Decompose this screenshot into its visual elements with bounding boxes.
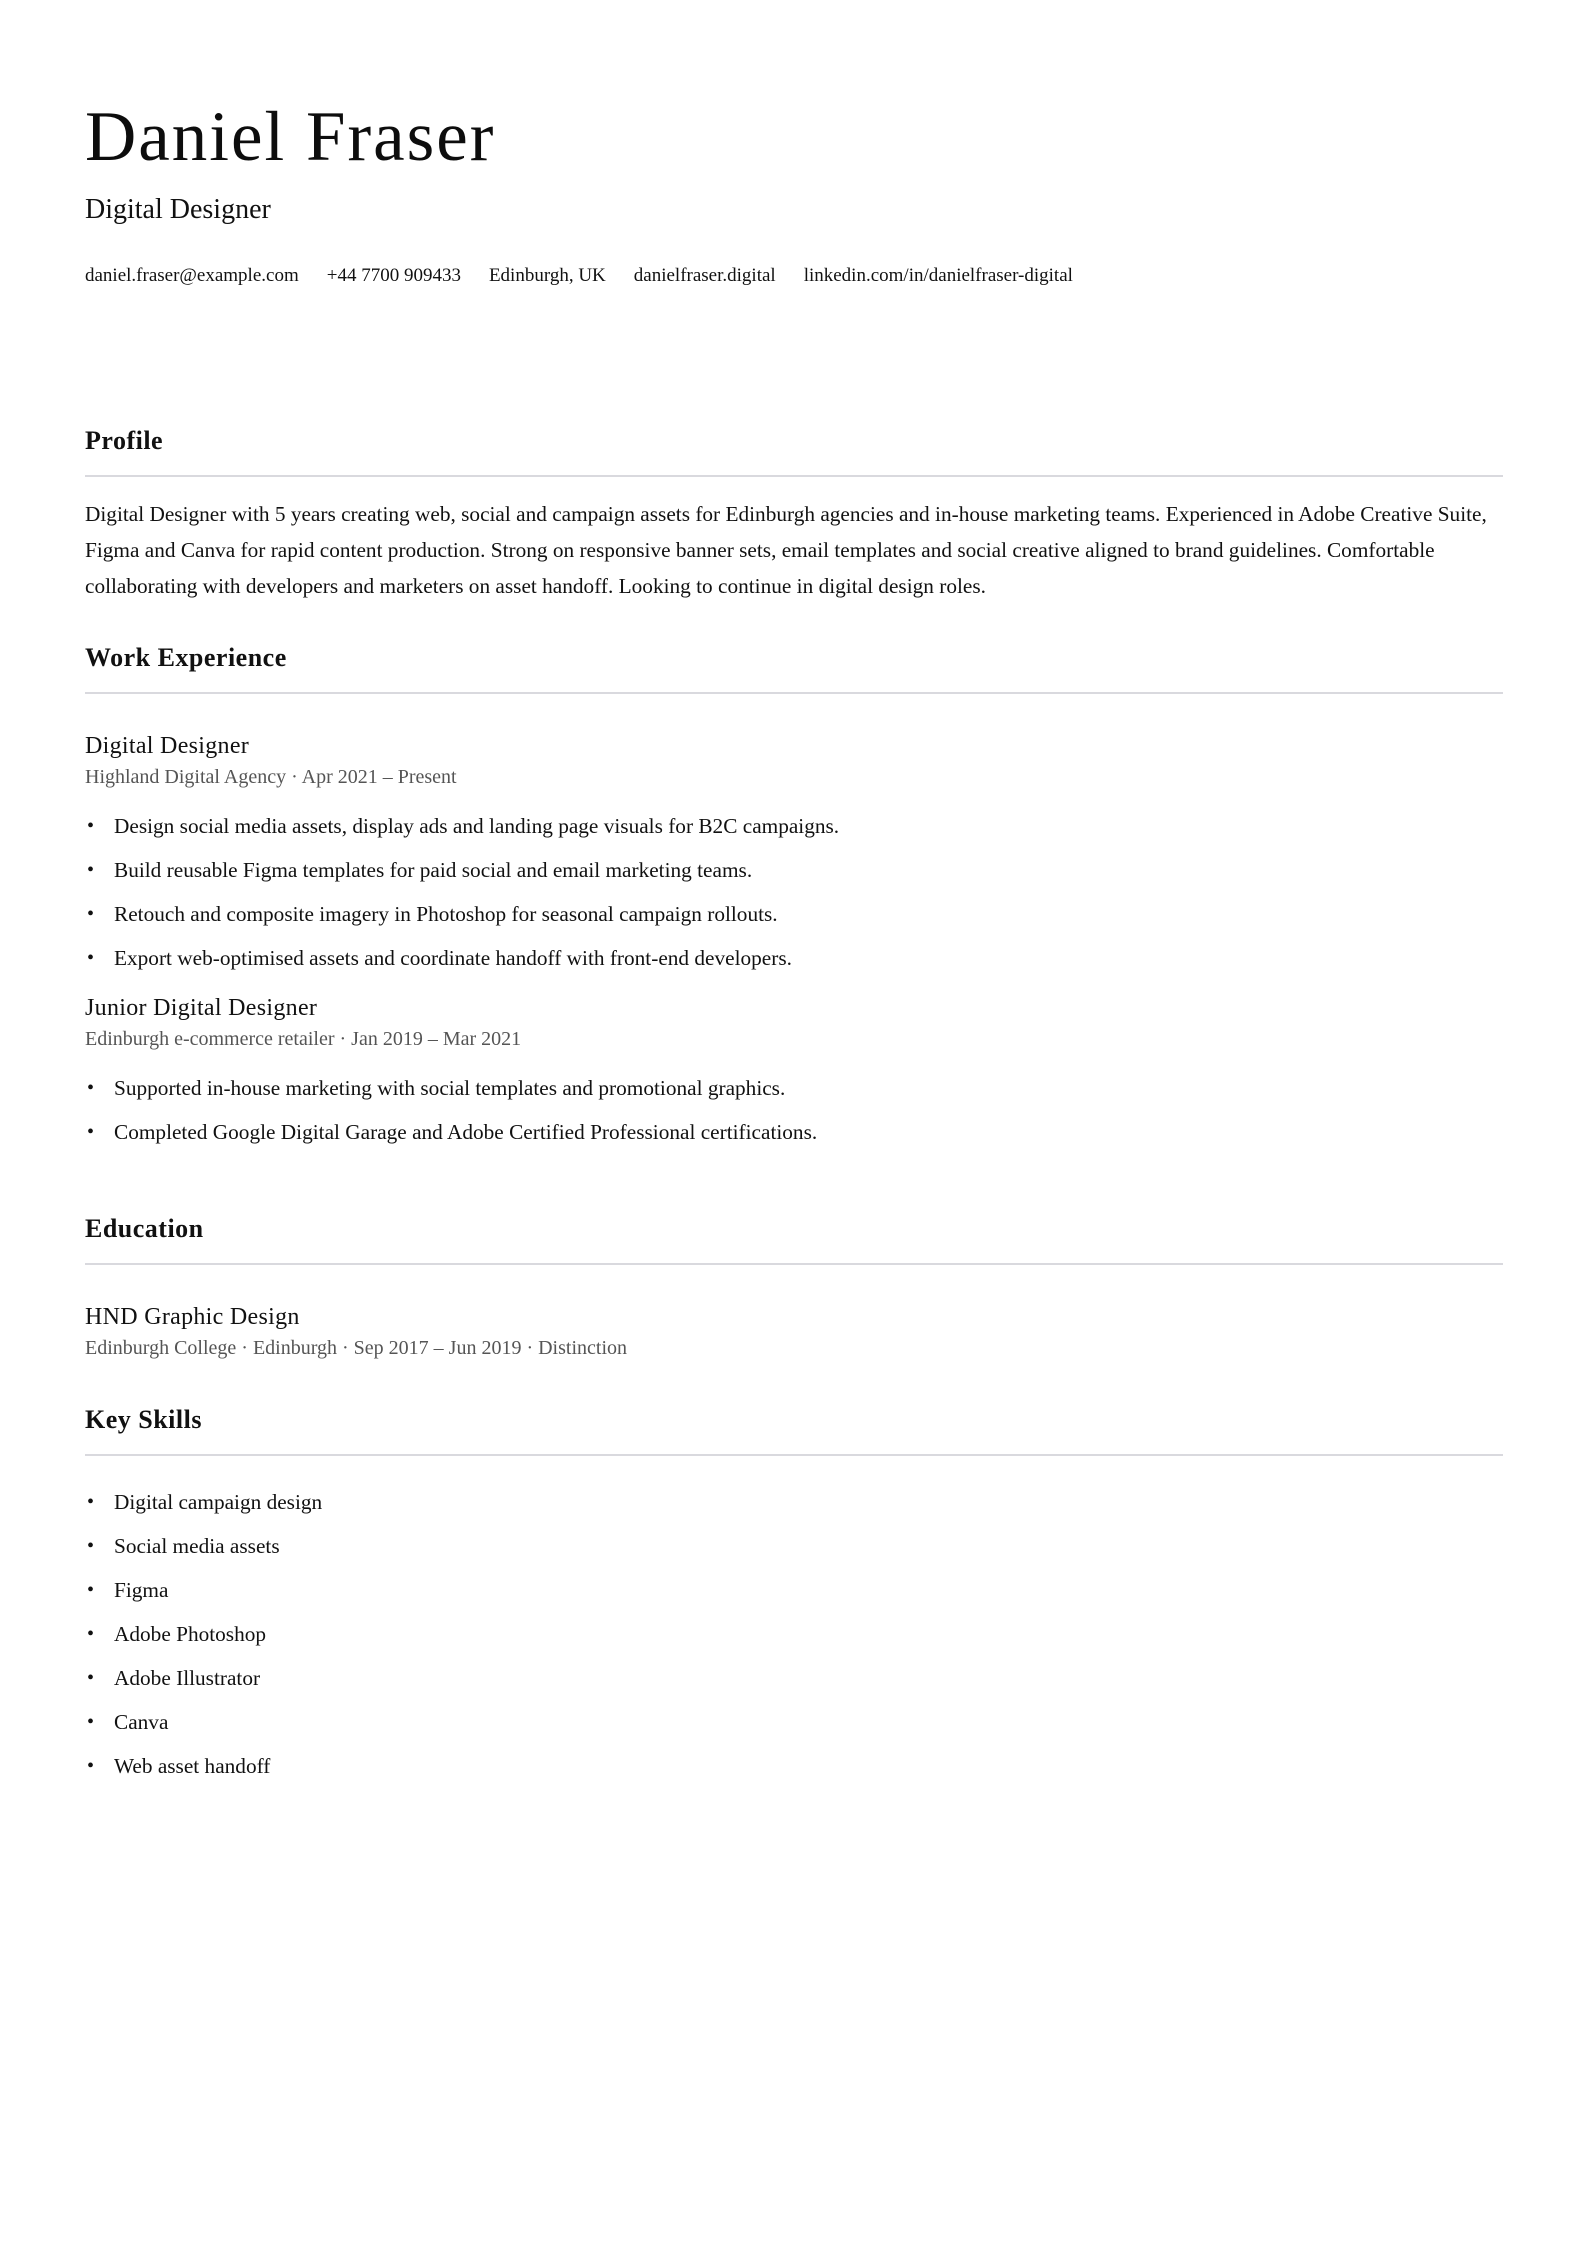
profile-summary: Digital Designer with 5 years creating web, social and campaign assets for Edinburgh agencies and in-house marketing teams. Experienced in Adobe Creative Suite, Figma and Canva for rapid content production. Strong on responsive banner sets, email templates and social creative aligned to brand guidelines. Comfortable collaborating with developers and marketers on asset handoff. Looking to continue in digital design roles. — [85, 502, 1487, 598]
education-entry — [85, 1301, 1503, 1363]
bullet-icon: • — [87, 1077, 95, 1099]
candidate-headline: Digital Designer — [85, 194, 271, 225]
skills-section — [85, 1403, 1503, 1788]
list-item: • Completed Google Digital Garage and Adobe Certified Professional certifications. — [85, 1110, 1503, 1154]
experience-section — [85, 641, 1503, 1154]
job-entry — [85, 992, 1503, 1154]
section-title-education: Education — [85, 1214, 204, 1243]
bullet-icon: • — [87, 1121, 95, 1143]
section-title-profile: Profile — [85, 426, 164, 455]
job-meta: Edinburgh e-commerce retailer · Jan 2019 – Mar 2021 — [85, 1028, 522, 1050]
list-item: • Adobe Photoshop — [85, 1612, 1503, 1656]
skills-list — [85, 1480, 1503, 1788]
list-item: • Build reusable Figma templates for paid social and email marketing teams. — [85, 848, 1503, 892]
job-bullets — [85, 1066, 1503, 1154]
section-title-skills: Key Skills — [85, 1405, 202, 1434]
list-item: • Digital campaign design — [85, 1480, 1503, 1524]
bullet-icon: • — [87, 1623, 95, 1645]
job-meta: Highland Digital Agency · Apr 2021 – Present — [85, 766, 457, 788]
bullet-icon: • — [87, 1755, 95, 1777]
bullet-icon: • — [87, 1711, 95, 1733]
list-item: • Design social media assets, display ads and landing page visuals for B2C campaigns. — [85, 804, 1503, 848]
list-item: • Web asset handoff — [85, 1744, 1503, 1788]
job-entry — [85, 730, 1503, 980]
bullet-icon: • — [87, 859, 95, 881]
list-item: • Figma — [85, 1568, 1503, 1612]
education-meta: Edinburgh College · Edinburgh · Sep 2017 – Jun 2019 · Distinction — [85, 1337, 628, 1359]
job-title: Digital Designer — [85, 733, 250, 759]
bullet-icon: • — [87, 1579, 95, 1601]
contact-linkedin[interactable]: linkedin.com/in/danielfraser-digital — [803, 265, 1073, 286]
candidate-name: Daniel Fraser — [85, 98, 496, 176]
section-divider — [85, 475, 1503, 477]
list-item: • Adobe Illustrator — [85, 1656, 1503, 1700]
degree-title: HND Graphic Design — [85, 1304, 300, 1330]
contact-phone[interactable]: +44 7700 909433 — [326, 265, 461, 286]
bullet-icon: • — [87, 815, 95, 837]
profile-section — [85, 424, 1503, 604]
list-item: • Export web-optimised assets and coordinate handoff with front-end developers. — [85, 936, 1503, 980]
contact-bar — [85, 265, 1101, 287]
section-divider — [85, 1454, 1503, 1456]
bullet-icon: • — [87, 1491, 95, 1513]
contact-email[interactable]: daniel.fraser@example.com — [85, 265, 299, 286]
list-item: • Retouch and composite imagery in Photoshop for seasonal campaign rollouts. — [85, 892, 1503, 936]
section-divider — [85, 1263, 1503, 1265]
bullet-icon: • — [87, 947, 95, 969]
list-item: • Social media assets — [85, 1524, 1503, 1568]
bullet-icon: • — [87, 903, 95, 925]
list-item: • Canva — [85, 1700, 1503, 1744]
bullet-icon: • — [87, 1667, 95, 1689]
job-title: Junior Digital Designer — [85, 995, 318, 1021]
list-item: • Supported in-house marketing with social templates and promotional graphics. — [85, 1066, 1503, 1110]
contact-location: Edinburgh, UK — [488, 265, 606, 286]
bullet-icon: • — [87, 1535, 95, 1557]
job-bullets — [85, 804, 1503, 980]
contact-website[interactable]: danielfraser.digital — [633, 265, 776, 286]
section-divider — [85, 692, 1503, 694]
education-section — [85, 1212, 1503, 1363]
section-title-experience: Work Experience — [85, 643, 287, 672]
